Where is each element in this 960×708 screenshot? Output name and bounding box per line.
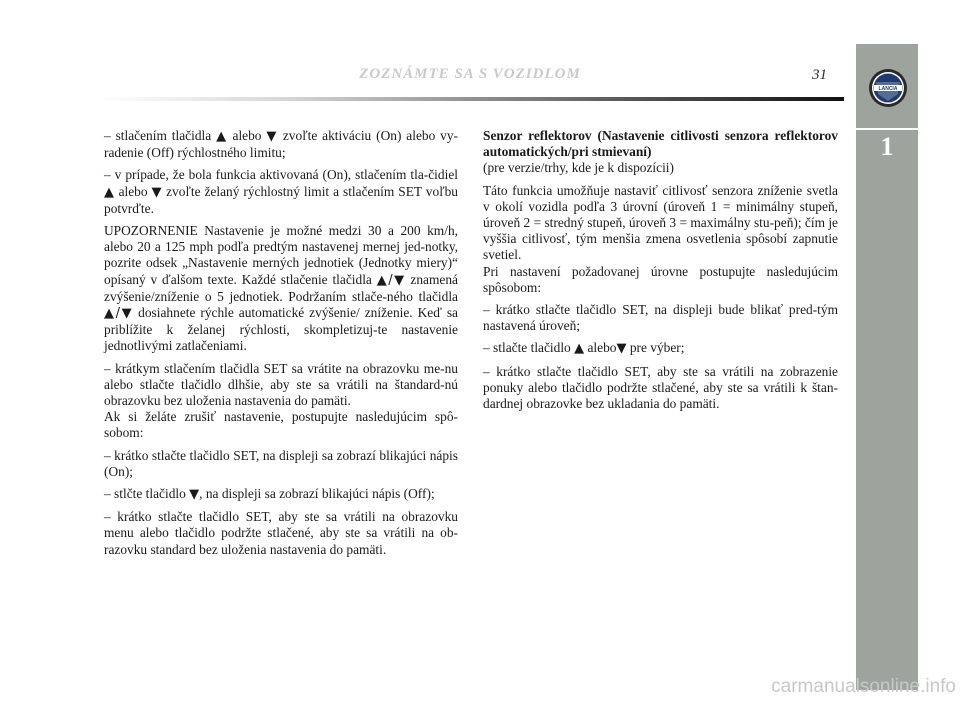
up-down-triangle-icon: ▲/▼ [104,306,134,322]
watermark: carmanualsonline.info [771,676,956,697]
right-paragraph-3: – krátko stlačte tlačidlo SET, na displeji bude blikať pred-tým nastavená úroveň; [483,302,838,334]
down-triangle-icon: ▼ [266,129,278,144]
left-paragraph-5: Ak si želáte zrušiť nastavenie, postupujte nasledujúcim spô-sobom: [104,409,458,441]
section-subheading: (pre verzie/trhy, kde je k dispozícii) [483,160,674,176]
right-column [483,128,838,418]
right-paragraph-1: Táto funkcia umožňuje nastaviť citlivosť senzora zníženie svetla v okolí vozidla podľa 3 úrovní (úroveň 1 = minimálny stupeň, úroveň 2 = stredný stupeň, úroveň 3 = maximálny stu-peň); čím je vyššia citlivosť, tým menšia zmena osvetlenia spôsobí zapnutie svetiel. [483,182,839,263]
page-number: 31 [812,67,827,83]
lancia-logo-icon [868,68,908,108]
down-triangle-icon: ▼ [616,341,627,357]
left-paragraph-7: – stlčte tlačidlo ▼, na displeji sa zobrazí blikajúci nápis (Off); [104,486,435,503]
tab-divider [856,128,918,130]
left-paragraph-note: UPOZORNENIE Nastavenie je možné medzi 30 a 200 km/h, alebo 20 a 125 mph podľa predtým nastavenej mernej jed-notky, pozrite odsek „Nastavenie merných jednotiek (Jednotky miery)“ opísaný v ďalšom texte. Každé stlačenie tlačidla ▲/▼ znamená zvýšenie/zníženie o 5 jednotiek. Podržaním stlače-ného tlačidla ▲/▼ dosiahnete rýchle automatické zvýšenie/ zníženie. Keď sa priblížite k želanej rýchlosti, skompletizuj-te nastavenie jednotlivými zatlačeniami. [104,223,458,354]
up-triangle-icon: ▲ [216,129,228,144]
header-rule [100,97,844,101]
down-triangle-icon: ▼ [189,487,200,503]
section-heading: Senzor reflektorov (Nastavenie citlivosti senzora reflektorov automatických/pri stmievaní) [483,128,838,160]
running-header-title: ZOZNÁMTE SA S VOZIDLOM [359,66,581,82]
right-paragraph-2: Pri nastavení požadovanej úrovne postupujte nasledujúcim spôsobom: [483,263,838,295]
left-paragraph-6: – krátko stlačte tlačidlo SET, na displeji sa zobrazí blikajúci nápis (On); [104,447,458,479]
right-paragraph-4: – stlačte tlačidlo ▲ alebo▼ pre výber; [483,340,685,357]
up-triangle-icon: ▲ [574,341,585,357]
down-triangle-icon: ▼ [151,184,163,200]
left-paragraph-1: – stlačením tlačidla ▲ alebo ▼ zvoľte aktiváciu (On) alebo vy-radenie (Off) rýchlostného limitu; [104,128,459,161]
up-triangle-icon: ▲ [104,184,115,200]
up-down-triangle-icon: ▲/▼ [376,272,406,288]
right-paragraph-5: – krátko stlačte tlačidlo SET, aby ste sa vrátili na zobrazenie ponuky alebo tlačidlo podržte stlačené, aby ste sa vrátili k štan-dardnej obrazovke bez ukladania do pamäti. [483,363,838,412]
left-paragraph-2: – v prípade, že bola funkcia aktivovaná (On), stlačením tla-čidiel ▲ alebo ▼ zvoľte želaný rýchlostný limit a stlačením SET voľbu potvrďte. [104,167,458,216]
left-column [104,128,458,564]
logo-text: LANCIA [878,86,898,92]
left-paragraph-8: – krátko stlačte tlačidlo SET, aby ste sa vrátili na obrazovku menu alebo tlačidlo podržte stlačené, aby ste sa vrátili na ob-razovku standard bez uloženia nastavenia do pamäti. [104,509,458,557]
left-paragraph-4: – krátkym stlačením tlačidla SET sa vrátite na obrazovku me-nu alebo stlačte tlačidlo dlhšie, aby ste sa vrátili na štandard-nú obrazovku bez uloženia nastavenia do pamäti. [104,360,458,409]
chapter-number: 1 [880,132,894,161]
